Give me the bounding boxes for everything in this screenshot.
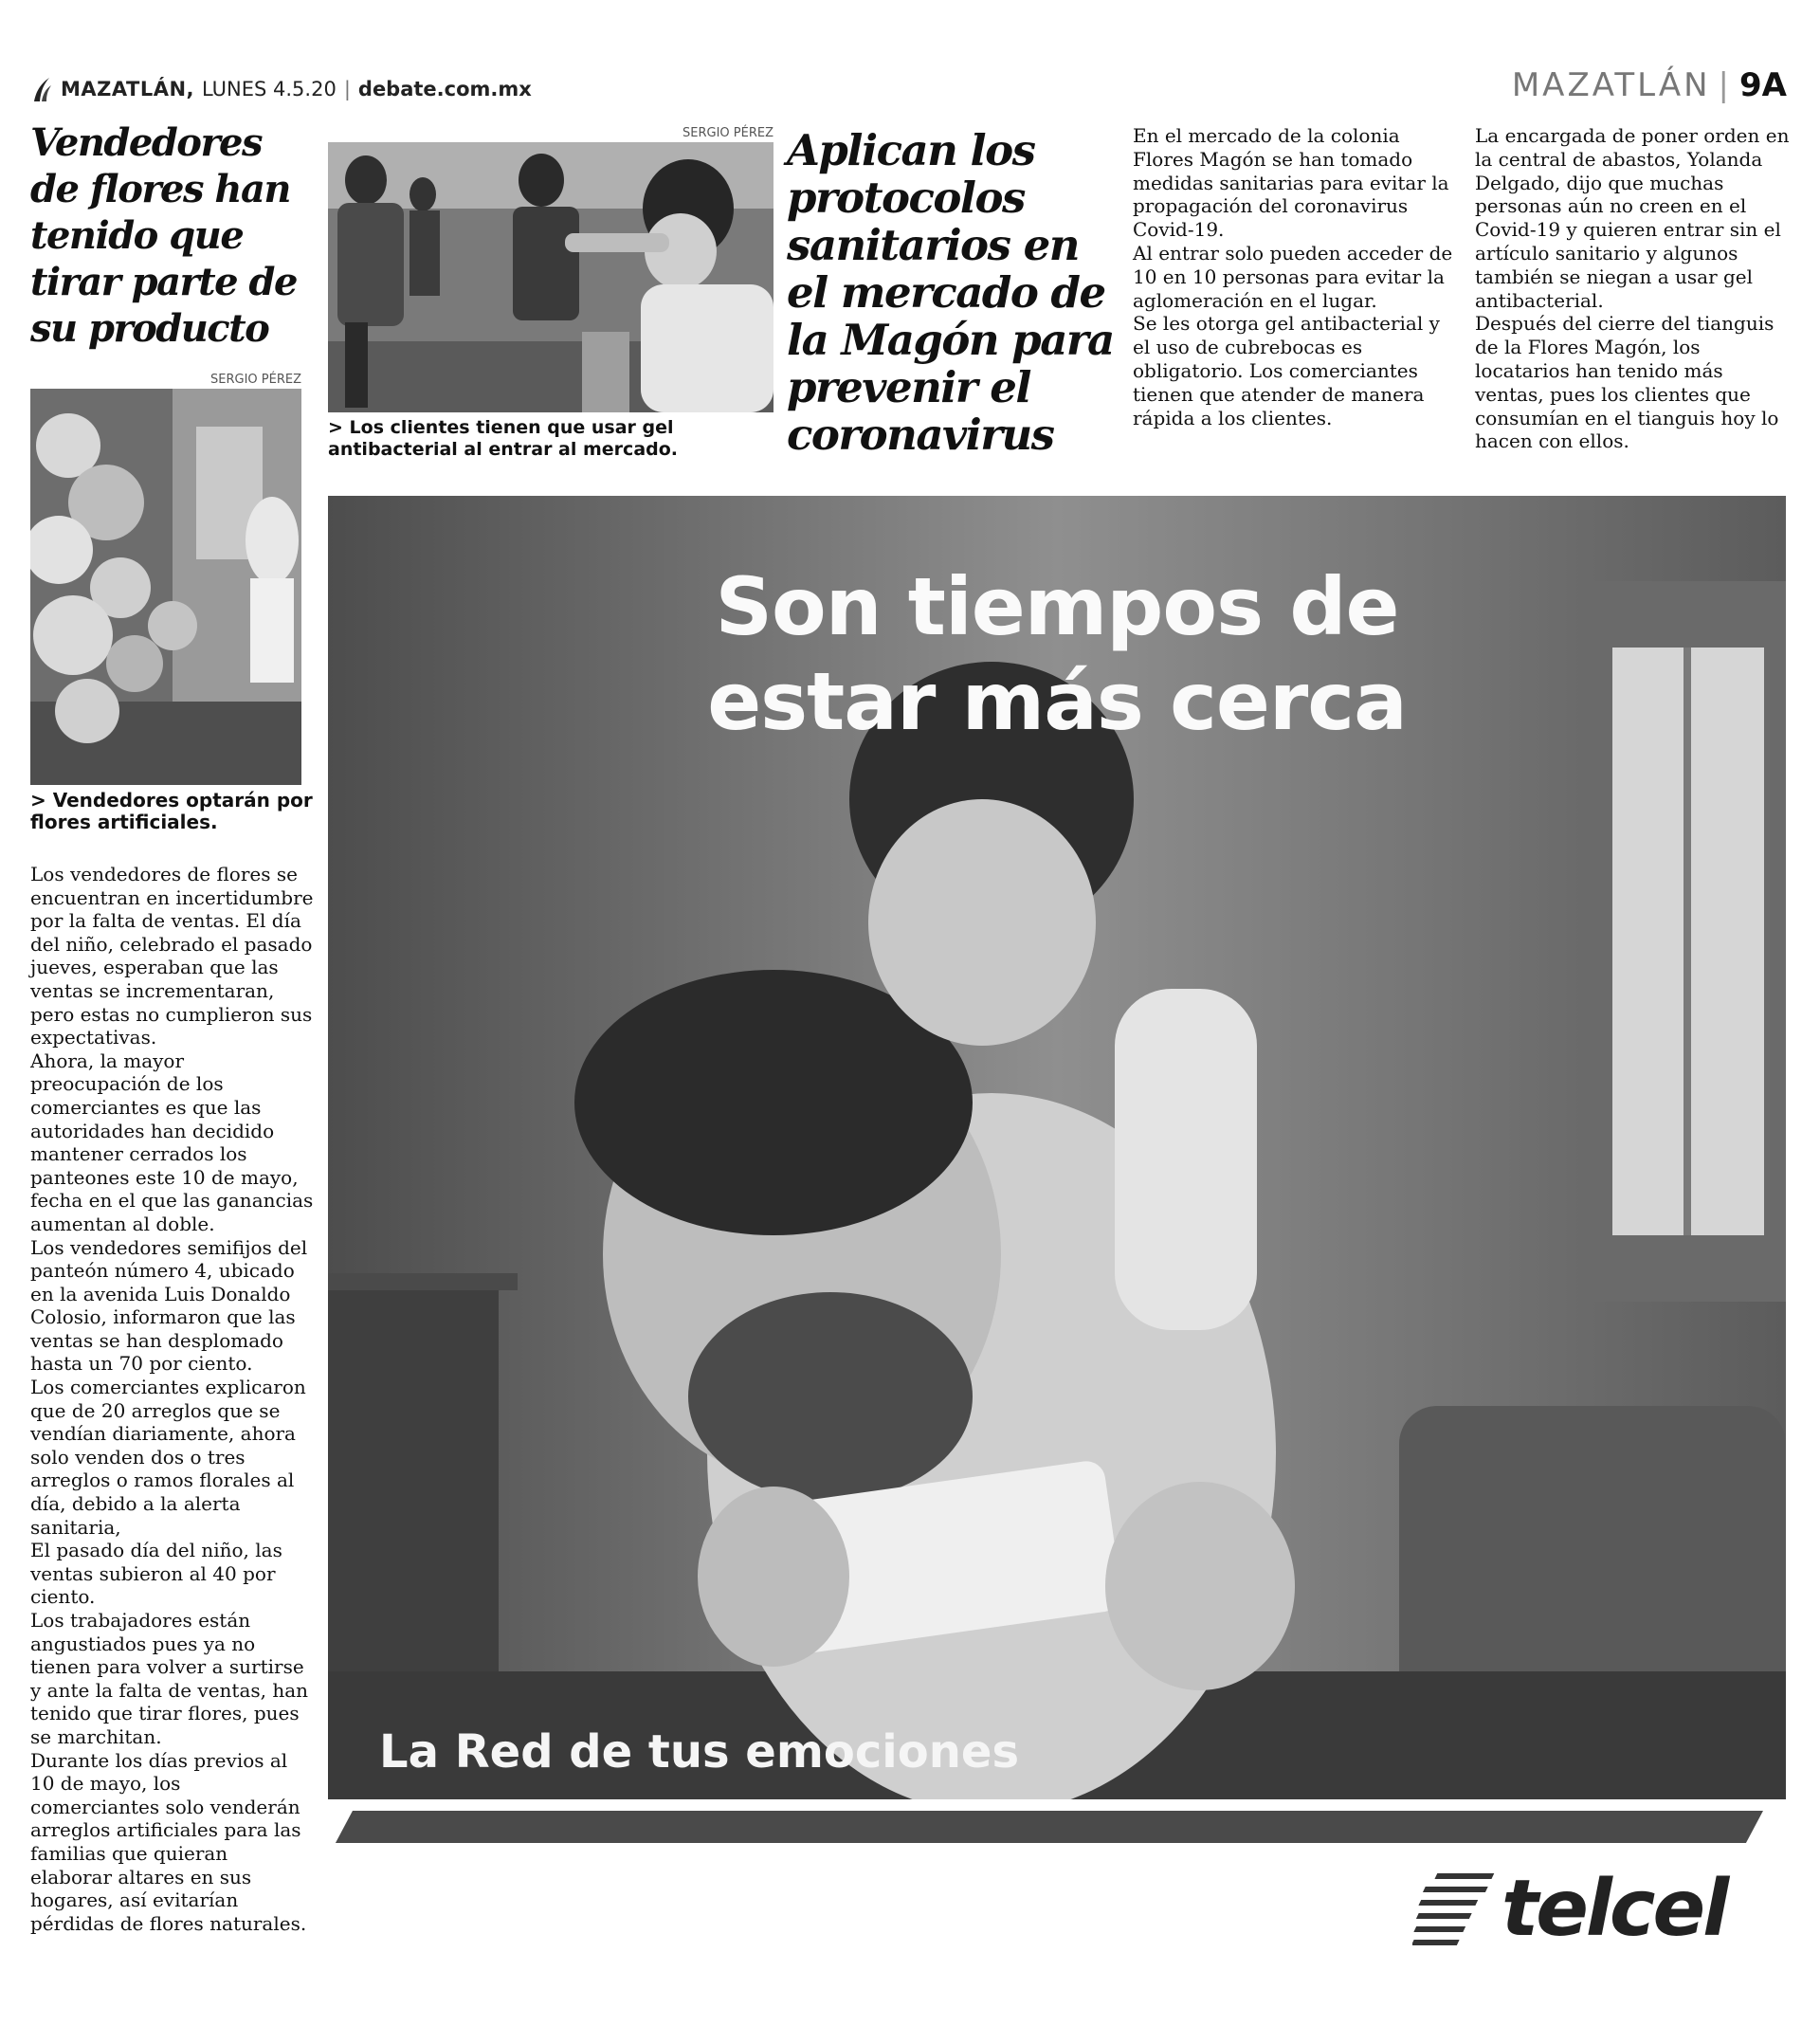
flowers-photo-credit: SERGIO PÉREZ — [210, 373, 301, 387]
ad-headline-line-2: estar más cerca — [707, 655, 1407, 748]
masthead — [30, 74, 532, 104]
market-paragraph: En el mercado de la colonia Flores Magón se han tomado medidas sanitarias para evitar la propagación del coronavirus Covid-19. — [1133, 124, 1449, 242]
flowers-paragraph: Ahora, la mayor preocupación de los comerciantes es que las autoridades han decidido mantener cerrados los panteones este 10 de mayo, fecha en el que las ganancias aumentan al doble. — [30, 1049, 314, 1235]
masthead-site-link[interactable]: debate.com.mx — [357, 78, 532, 100]
masthead-date: LUNES 4.5.20 — [202, 78, 337, 100]
brand-name: telcel — [1502, 1863, 1727, 1954]
flowers-paragraph: Los vendedores de flores se encuentran en incertidumbre por la falta de ventas. El día del niño, celebrado el pasado jueves, esperaban que las ventas se incrementaran, pero estas no cumplieron sus expectativas. — [30, 863, 314, 1049]
ad-headline — [328, 559, 1786, 749]
flowers-photo-caption: > Vendedores optarán por flores artificiales. — [30, 789, 313, 833]
flowers-paragraph: Los vendedores semifijos del panteón número 4, ubicado en la avenida Luis Donaldo Colosio, informaron que las ventas se han desplomado hasta un 70 por ciento. — [30, 1235, 308, 1376]
newspaper-logo-icon — [30, 75, 53, 103]
ad-tagline: La Red de tus emociones — [379, 1725, 1020, 1779]
flowers-paragraph: El pasado día del niño, las ventas subieron al 40 por ciento. — [30, 1539, 282, 1609]
market-paragraph: Se les otorga gel antibacterial y el uso de cubrebocas es obligatorio. Los comerciantes tienen que atender de manera rápida a los clientes. — [1133, 312, 1440, 429]
flowers-paragraph: Durante los días previos al 10 de mayo, los comerciantes solo venderán arreglos artificiales para las familias que quieran elaborar altares en sus hogares, así evitarían pérdidas de flores naturales. — [30, 1748, 307, 1935]
ad-stripe-bar — [336, 1811, 1763, 1843]
ad-headline-line-1: Son tiempos de — [715, 560, 1399, 653]
market-photo-image — [328, 142, 774, 412]
flowers-headline: Vendedores de flores han tenido que tirar parte de su producto — [30, 120, 297, 351]
market-body-column-1 — [1133, 124, 1460, 429]
brand-speed-lines-icon — [1412, 1866, 1507, 1951]
market-paragraph: Después del cierre del tianguis de la Flores Magón, los locatarios han tenido más ventas, pues los clientes que consumían en el tianguis hoy lo hacen con ellos. — [1475, 312, 1779, 453]
brand-logo — [1412, 1856, 1773, 1961]
masthead-city: MAZATLÁN, — [61, 78, 195, 100]
section-name: MAZATLÁN — [1511, 66, 1711, 104]
flowers-body — [30, 863, 315, 1935]
masthead-separator: | — [343, 78, 351, 100]
market-paragraph: Al entrar solo pueden acceder de 10 en 10 personas para evitar la aglomeración en el lugar. — [1133, 241, 1453, 312]
market-headline: Aplican los protocolos sanitarios en el mercado de la Magón para prevenir el coronavirus — [787, 125, 1114, 460]
flowers-paragraph: Los comerciantes explicaron que de 20 arreglos que se vendían diariamente, ahora solo venden dos o tres arreglos o ramos florales al día, debido a la alerta sanitaria, — [30, 1376, 306, 1539]
market-body-column-2 — [1475, 124, 1797, 453]
market-photo-credit: SERGIO PÉREZ — [682, 126, 774, 140]
section-separator: | — [1718, 66, 1733, 104]
market-photo — [328, 142, 774, 412]
flowers-photo — [30, 389, 301, 785]
market-paragraph: La encargada de poner orden en la central de abastos, Yolanda Delgado, dijo que muchas personas aún no creen en el Covid-19 y quieren entrar sin el artículo sanitario y algunos también se niegan a usar gel antibacterial. — [1475, 124, 1790, 312]
market-photo-caption: > Los clientes tienen que usar gel antibacterial al entrar al mercado. — [328, 417, 679, 460]
section-tag — [1512, 66, 1787, 104]
page-number: 9A — [1739, 66, 1787, 104]
flowers-photo-image — [30, 389, 301, 785]
flowers-paragraph: Los trabajadores están angustiados pues ya no tienen para volver a surtirse y ante la falta de ventas, han tenido que tirar flores, pues se marchitan. — [30, 1609, 309, 1748]
